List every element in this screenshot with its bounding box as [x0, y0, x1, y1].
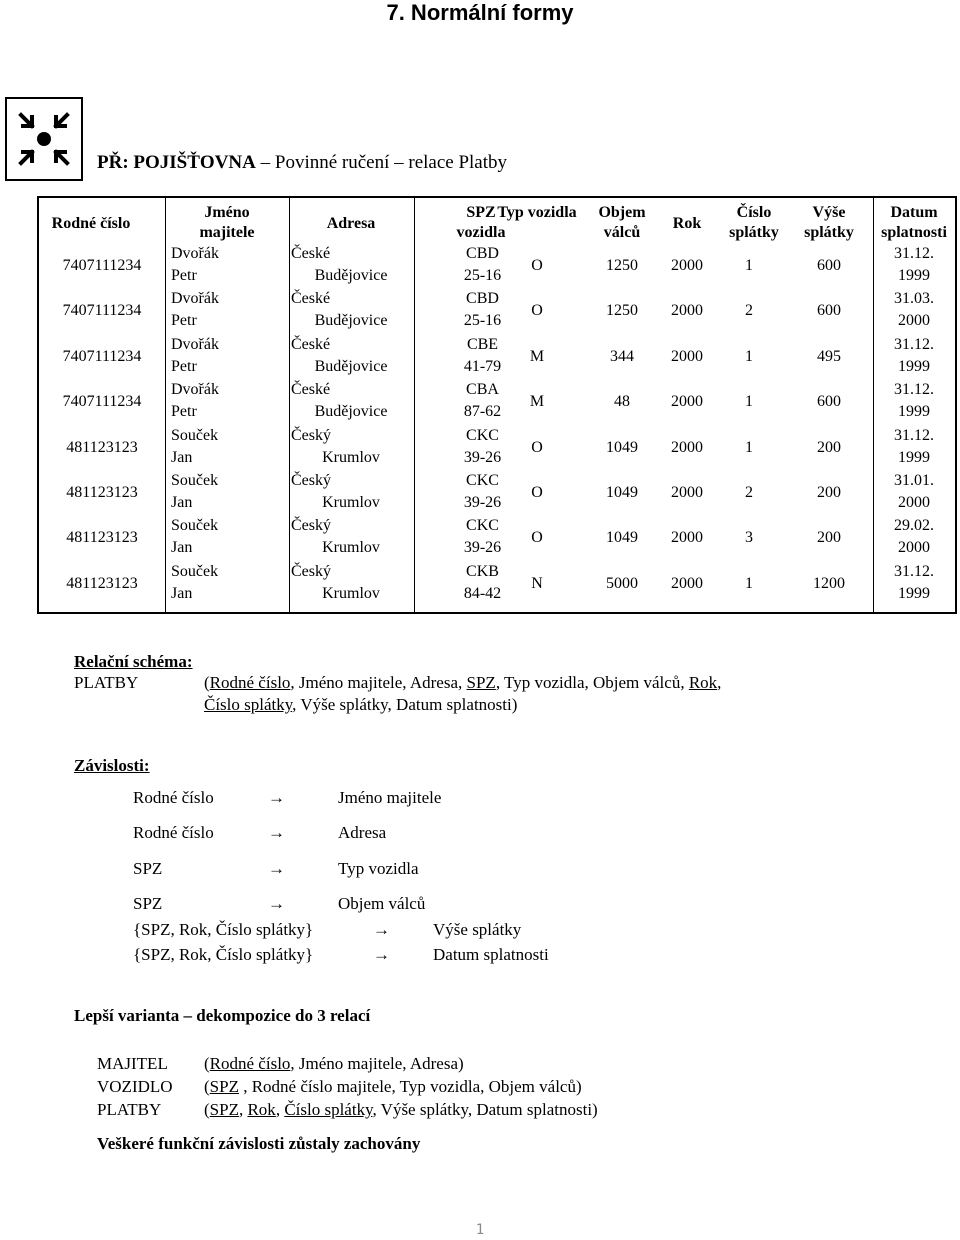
cell-spz: 39-26 [463, 494, 502, 511]
cell-jmeno: Petr [171, 403, 197, 421]
cell-cislo-splatky: 1 [745, 257, 753, 274]
cell-typ: O [531, 438, 543, 456]
heading-bold: PŘ: POJIŠŤOVNA [97, 152, 256, 173]
cell-spz: CBD [466, 290, 499, 308]
cell-adresa: Budějovice [314, 357, 388, 375]
cell-adresa: České [291, 335, 331, 353]
cell-rodne-cislo: 481123123 [66, 529, 138, 547]
cell-adresa: Krumlov [322, 448, 380, 466]
relation-attributes: (Rodné číslo, Jméno majitele, Adresa) [204, 1054, 464, 1073]
cell-rok: 2000 [671, 438, 703, 456]
cell-objem: 1049 [606, 438, 638, 456]
example-icon [5, 97, 83, 181]
cell-typ: N [531, 574, 543, 592]
dependency-left: {SPZ, Rok, Číslo splátky} [133, 945, 314, 964]
cell-rok: 2000 [671, 302, 703, 320]
cell-rodne-cislo: 7407111234 [62, 393, 142, 411]
cell-typ: M [529, 347, 545, 365]
cell-cislo-splatky: 1 [745, 347, 753, 365]
cell-cislo-splatky: 1 [745, 393, 753, 411]
cell-spz: 39-26 [463, 448, 502, 466]
cell-datum: 1999 [898, 403, 930, 421]
cell-datum: 1999 [898, 584, 930, 602]
example-heading [97, 152, 507, 174]
cell-datum: 31.12. [894, 426, 934, 444]
cell-jmeno: Jan [171, 448, 193, 466]
cell-spz: CKC [466, 426, 499, 444]
cell-datum: 31.03. [894, 290, 934, 308]
cell-adresa: Český [291, 472, 331, 489]
arrow-icon: → [268, 894, 285, 913]
schema-line-1: (Rodné číslo, Jméno majitele, Adresa, SPZ, Typ vozidla, Objem válců, Rok, [204, 673, 722, 692]
cell-vyse-splatky: 200 [817, 438, 841, 456]
cell-objem: 1049 [606, 484, 638, 501]
cell-rodne-cislo: 481123123 [66, 574, 138, 592]
cell-vyse-splatky: 495 [817, 347, 841, 365]
cell-typ: O [531, 257, 543, 274]
relation-name: PLATBY [97, 1100, 162, 1119]
dependency-left: {SPZ, Rok, Číslo splátky} [133, 920, 314, 939]
cell-datum: 29.02. [894, 517, 934, 535]
cell-rok: 2000 [671, 574, 703, 592]
cell-datum: 31.12. [894, 562, 934, 580]
cell-datum: 1999 [898, 267, 930, 284]
cell-jmeno: Jan [171, 494, 193, 511]
cell-jmeno: Souček [171, 472, 219, 489]
cell-jmeno: Dvořák [171, 290, 219, 308]
cell-typ: O [531, 529, 543, 547]
cell-vyse-splatky: 200 [817, 529, 841, 547]
cell-adresa: Krumlov [322, 494, 380, 511]
cell-spz: 39-26 [463, 539, 502, 557]
cell-jmeno: Jan [171, 539, 193, 557]
cell-objem: 344 [610, 347, 634, 365]
cell-spz: 84-42 [463, 584, 502, 602]
table-column-divider [165, 198, 166, 612]
cell-vyse-splatky: 600 [817, 257, 841, 274]
cell-spz: CBA [466, 381, 499, 399]
cell-rok: 2000 [671, 347, 703, 365]
cell-adresa: Budějovice [314, 312, 388, 330]
cell-datum: 2000 [898, 494, 930, 511]
cell-cislo-splatky: 2 [745, 484, 753, 501]
dependencies-title: Závislosti: [74, 756, 150, 775]
dependency-right: Objem válců [338, 894, 426, 913]
cell-adresa: Český [291, 517, 331, 535]
cell-adresa: Český [291, 426, 331, 444]
cell-adresa: Budějovice [314, 267, 388, 284]
cell-rok: 2000 [671, 484, 703, 501]
column-header: Typ vozidla [497, 204, 577, 221]
relation-attributes: (SPZ, Rok, Číslo splátky, Výše splátky, Datum splatnosti) [204, 1100, 598, 1119]
page-number: 1 [475, 1222, 485, 1238]
cell-datum: 31.12. [894, 245, 934, 262]
cell-cislo-splatky: 1 [745, 574, 753, 592]
column-header: Rok [672, 215, 702, 232]
cell-spz: CBD [466, 245, 499, 262]
cell-jmeno: Dvořák [171, 335, 219, 353]
cell-datum: 31.12. [894, 335, 934, 353]
table-column-divider [289, 198, 290, 612]
cell-jmeno: Petr [171, 267, 197, 284]
column-header: Objem válců [598, 204, 646, 241]
cell-vyse-splatky: 600 [817, 302, 841, 320]
cell-vyse-splatky: 1200 [813, 574, 845, 592]
arrow-icon: → [373, 920, 390, 939]
cell-spz: 87-62 [463, 403, 502, 421]
cell-adresa: Český [291, 562, 331, 580]
cell-typ: O [531, 302, 543, 320]
dependency-left: SPZ [133, 894, 163, 913]
dependency-left: Rodné číslo [133, 788, 214, 807]
dependency-right: Výše splátky [433, 920, 522, 939]
dependency-left: Rodné číslo [133, 823, 214, 842]
cell-rodne-cislo: 481123123 [66, 484, 138, 501]
column-header: Adresa [326, 215, 376, 232]
cell-objem: 1049 [606, 529, 638, 547]
column-header: Datum splatnosti [881, 204, 947, 241]
cell-adresa: Budějovice [314, 403, 388, 421]
column-header: Jméno majitele [199, 204, 255, 241]
dependency-right: Adresa [338, 823, 387, 842]
cell-spz: 25-16 [463, 312, 502, 330]
arrow-icon: → [268, 788, 285, 807]
cell-adresa: České [291, 290, 331, 308]
relation-name: VOZIDLO [97, 1077, 173, 1096]
dependency-right: Typ vozidla [338, 859, 419, 878]
schema-line-2: Číslo splátky, Výše splátky, Datum splatnosti) [204, 695, 518, 714]
cell-typ: O [531, 484, 543, 501]
column-header: SPZ vozidla [456, 204, 506, 241]
cell-spz: CKC [466, 517, 499, 535]
cell-rodne-cislo: 7407111234 [62, 347, 142, 365]
cell-cislo-splatky: 2 [745, 302, 753, 320]
arrow-icon: → [268, 859, 285, 878]
relation-attributes: (SPZ , Rodné číslo majitele, Typ vozidla, Objem válců) [204, 1077, 582, 1096]
cell-objem: 1250 [606, 257, 638, 274]
conclusion: Veškeré funkční závislosti zůstaly zachovány [97, 1134, 421, 1153]
cell-datum: 2000 [898, 539, 930, 557]
cell-objem: 48 [614, 393, 630, 411]
column-header: Číslo splátky [729, 204, 779, 241]
dependency-left: SPZ [133, 859, 163, 878]
cell-rok: 2000 [671, 393, 703, 411]
platby-table [37, 196, 957, 614]
cell-objem: 5000 [606, 574, 638, 592]
page-title: 7. Normální formy [386, 0, 574, 25]
schema-title: Relační schéma: [74, 652, 193, 671]
cell-datum: 1999 [898, 448, 930, 466]
arrow-icon: → [373, 945, 390, 964]
cell-adresa: Krumlov [322, 584, 380, 602]
cell-jmeno: Souček [171, 517, 219, 535]
dependency-right: Jméno majitele [338, 788, 442, 807]
cell-rok: 2000 [671, 529, 703, 547]
cell-jmeno: Petr [171, 357, 197, 375]
cell-rok: 2000 [671, 257, 703, 274]
column-header: Výše splátky [804, 204, 854, 241]
cell-jmeno: Petr [171, 312, 197, 330]
dependency-right: Datum splatnosti [433, 945, 549, 964]
cell-cislo-splatky: 3 [745, 529, 753, 547]
cell-typ: M [529, 393, 545, 411]
cell-cislo-splatky: 1 [745, 438, 753, 456]
cell-spz: CKC [466, 472, 499, 489]
cell-objem: 1250 [606, 302, 638, 320]
heading-rest: – Povinné ručení – relace Platby [260, 152, 508, 173]
cell-spz: CBE [466, 335, 499, 353]
cell-jmeno: Jan [171, 584, 193, 602]
cell-jmeno: Dvořák [171, 245, 219, 262]
better-title: Lepší varianta – dekompozice do 3 relací [74, 1006, 371, 1025]
cell-jmeno: Souček [171, 426, 219, 444]
cell-adresa: České [291, 381, 331, 399]
cell-adresa: Krumlov [322, 539, 380, 557]
cell-spz: CKB [466, 562, 499, 580]
cell-jmeno: Souček [171, 562, 219, 580]
relation-name: MAJITEL [97, 1054, 168, 1073]
cell-datum: 31.01. [894, 472, 934, 489]
cell-spz: 25-16 [463, 267, 502, 284]
cell-spz: 41-79 [463, 357, 502, 375]
cell-vyse-splatky: 200 [817, 484, 841, 501]
cell-adresa: České [291, 245, 331, 262]
cell-jmeno: Dvořák [171, 381, 219, 399]
schema-relation-name: PLATBY [74, 673, 139, 692]
arrow-icon: → [268, 823, 285, 842]
cell-vyse-splatky: 600 [817, 393, 841, 411]
cell-rodne-cislo: 7407111234 [62, 257, 142, 274]
cell-rodne-cislo: 7407111234 [62, 302, 142, 320]
cell-datum: 31.12. [894, 381, 934, 399]
column-header: Rodné číslo [51, 215, 131, 232]
cell-datum: 1999 [898, 357, 930, 375]
cell-datum: 2000 [898, 312, 930, 330]
cell-rodne-cislo: 481123123 [66, 438, 138, 456]
